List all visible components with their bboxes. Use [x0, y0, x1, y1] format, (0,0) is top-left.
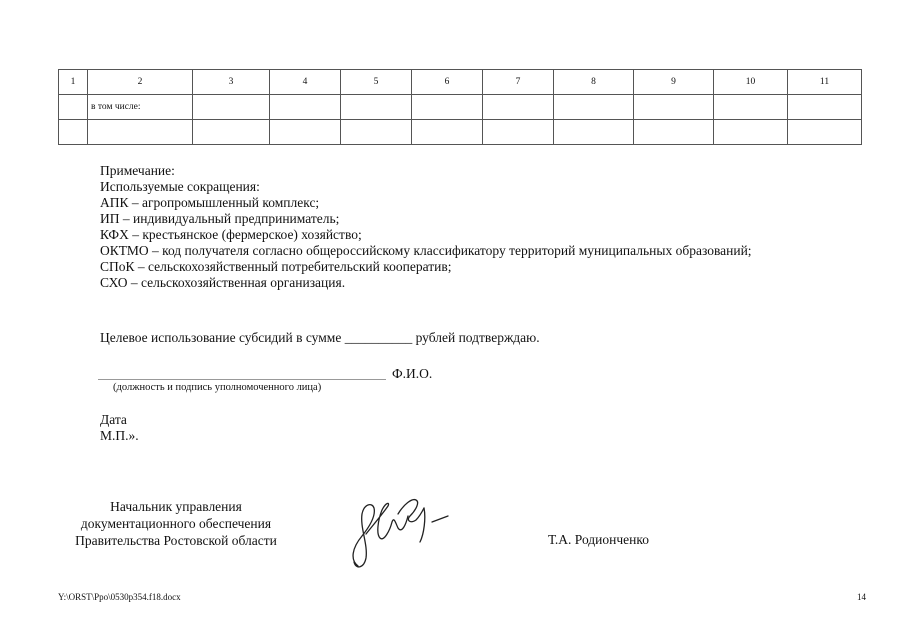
table-cell — [483, 95, 554, 120]
table-cell — [634, 95, 714, 120]
table-row — [59, 95, 862, 120]
table-header-cell: 11 — [788, 70, 862, 95]
table-header-cell: 7 — [483, 70, 554, 95]
data-table — [58, 69, 862, 145]
table-cell — [412, 95, 483, 120]
abbreviation-item: КФХ – крестьянское (фермерское) хозяйство; — [100, 227, 362, 242]
table-cell — [714, 120, 788, 145]
abbreviation-item: ИП – индивидуальный предприниматель; — [100, 211, 340, 226]
table-header-cell: 10 — [714, 70, 788, 95]
table-cell — [714, 95, 788, 120]
abbreviations-heading: Используемые сокращения: — [100, 179, 260, 194]
notes-title: Примечание: — [100, 163, 175, 178]
table-cell — [270, 95, 341, 120]
table-row — [59, 120, 862, 145]
table-cell — [59, 95, 88, 120]
table-cell — [193, 120, 270, 145]
table-cell — [193, 95, 270, 120]
abbreviation-item: АПК – агропромышленный комплекс; — [100, 195, 320, 210]
table-header-cell: 1 — [59, 70, 88, 95]
table-cell — [341, 95, 412, 120]
notes-block — [100, 163, 890, 291]
table-row-label: в том числе: — [88, 95, 193, 120]
table-cell — [341, 120, 412, 145]
chief-title — [58, 498, 294, 549]
table-header-cell: 8 — [554, 70, 634, 95]
footer-page-number: 14 — [857, 592, 866, 602]
table-header-cell: 9 — [634, 70, 714, 95]
table-cell — [788, 95, 862, 120]
handwritten-signature — [344, 494, 454, 574]
footer-file-path: Y:\ORST\Ppo\0530p354.f18.docx — [58, 592, 181, 602]
table-cell — [634, 120, 714, 145]
table-cell — [788, 120, 862, 145]
date-label: Дата — [100, 412, 127, 427]
table-header-cell: 2 — [88, 70, 193, 95]
table-cell — [270, 120, 341, 145]
chief-title-line: документационного обеспечения — [80, 516, 272, 531]
table-cell — [59, 120, 88, 145]
abbreviation-item: СПоК – сельскохозяйственный потребительский кооператив; — [100, 259, 452, 274]
table-header-cell: 3 — [193, 70, 270, 95]
chief-title-line: Начальник управления — [110, 499, 242, 514]
signature-line — [98, 379, 386, 380]
abbreviation-item: ОКТМО – код получателя согласно общероссийскому классификатору территорий муниципальных образований; — [100, 243, 752, 258]
table-header-row — [59, 70, 862, 95]
table-header-cell: 4 — [270, 70, 341, 95]
fio-label: Ф.И.О. — [392, 366, 433, 381]
chief-title-line: Правительства Ростовской области — [75, 533, 277, 548]
signatory-name: Т.А. Родионченко — [548, 532, 649, 547]
table-cell — [554, 95, 634, 120]
table-cell — [88, 120, 193, 145]
table-cell — [554, 120, 634, 145]
table-header-cell: 5 — [341, 70, 412, 95]
stamp-label: М.П.». — [100, 428, 139, 443]
signature-caption: (должность и подпись уполномоченного лица) — [113, 382, 322, 393]
date-block — [100, 412, 139, 444]
table-cell — [412, 120, 483, 145]
table-cell — [483, 120, 554, 145]
confirmation-text: Целевое использование субсидий в сумме __________ рублей подтверждаю. — [100, 330, 540, 345]
abbreviation-item: СХО – сельскохозяйственная организация. — [100, 275, 346, 290]
table-header-cell: 6 — [412, 70, 483, 95]
